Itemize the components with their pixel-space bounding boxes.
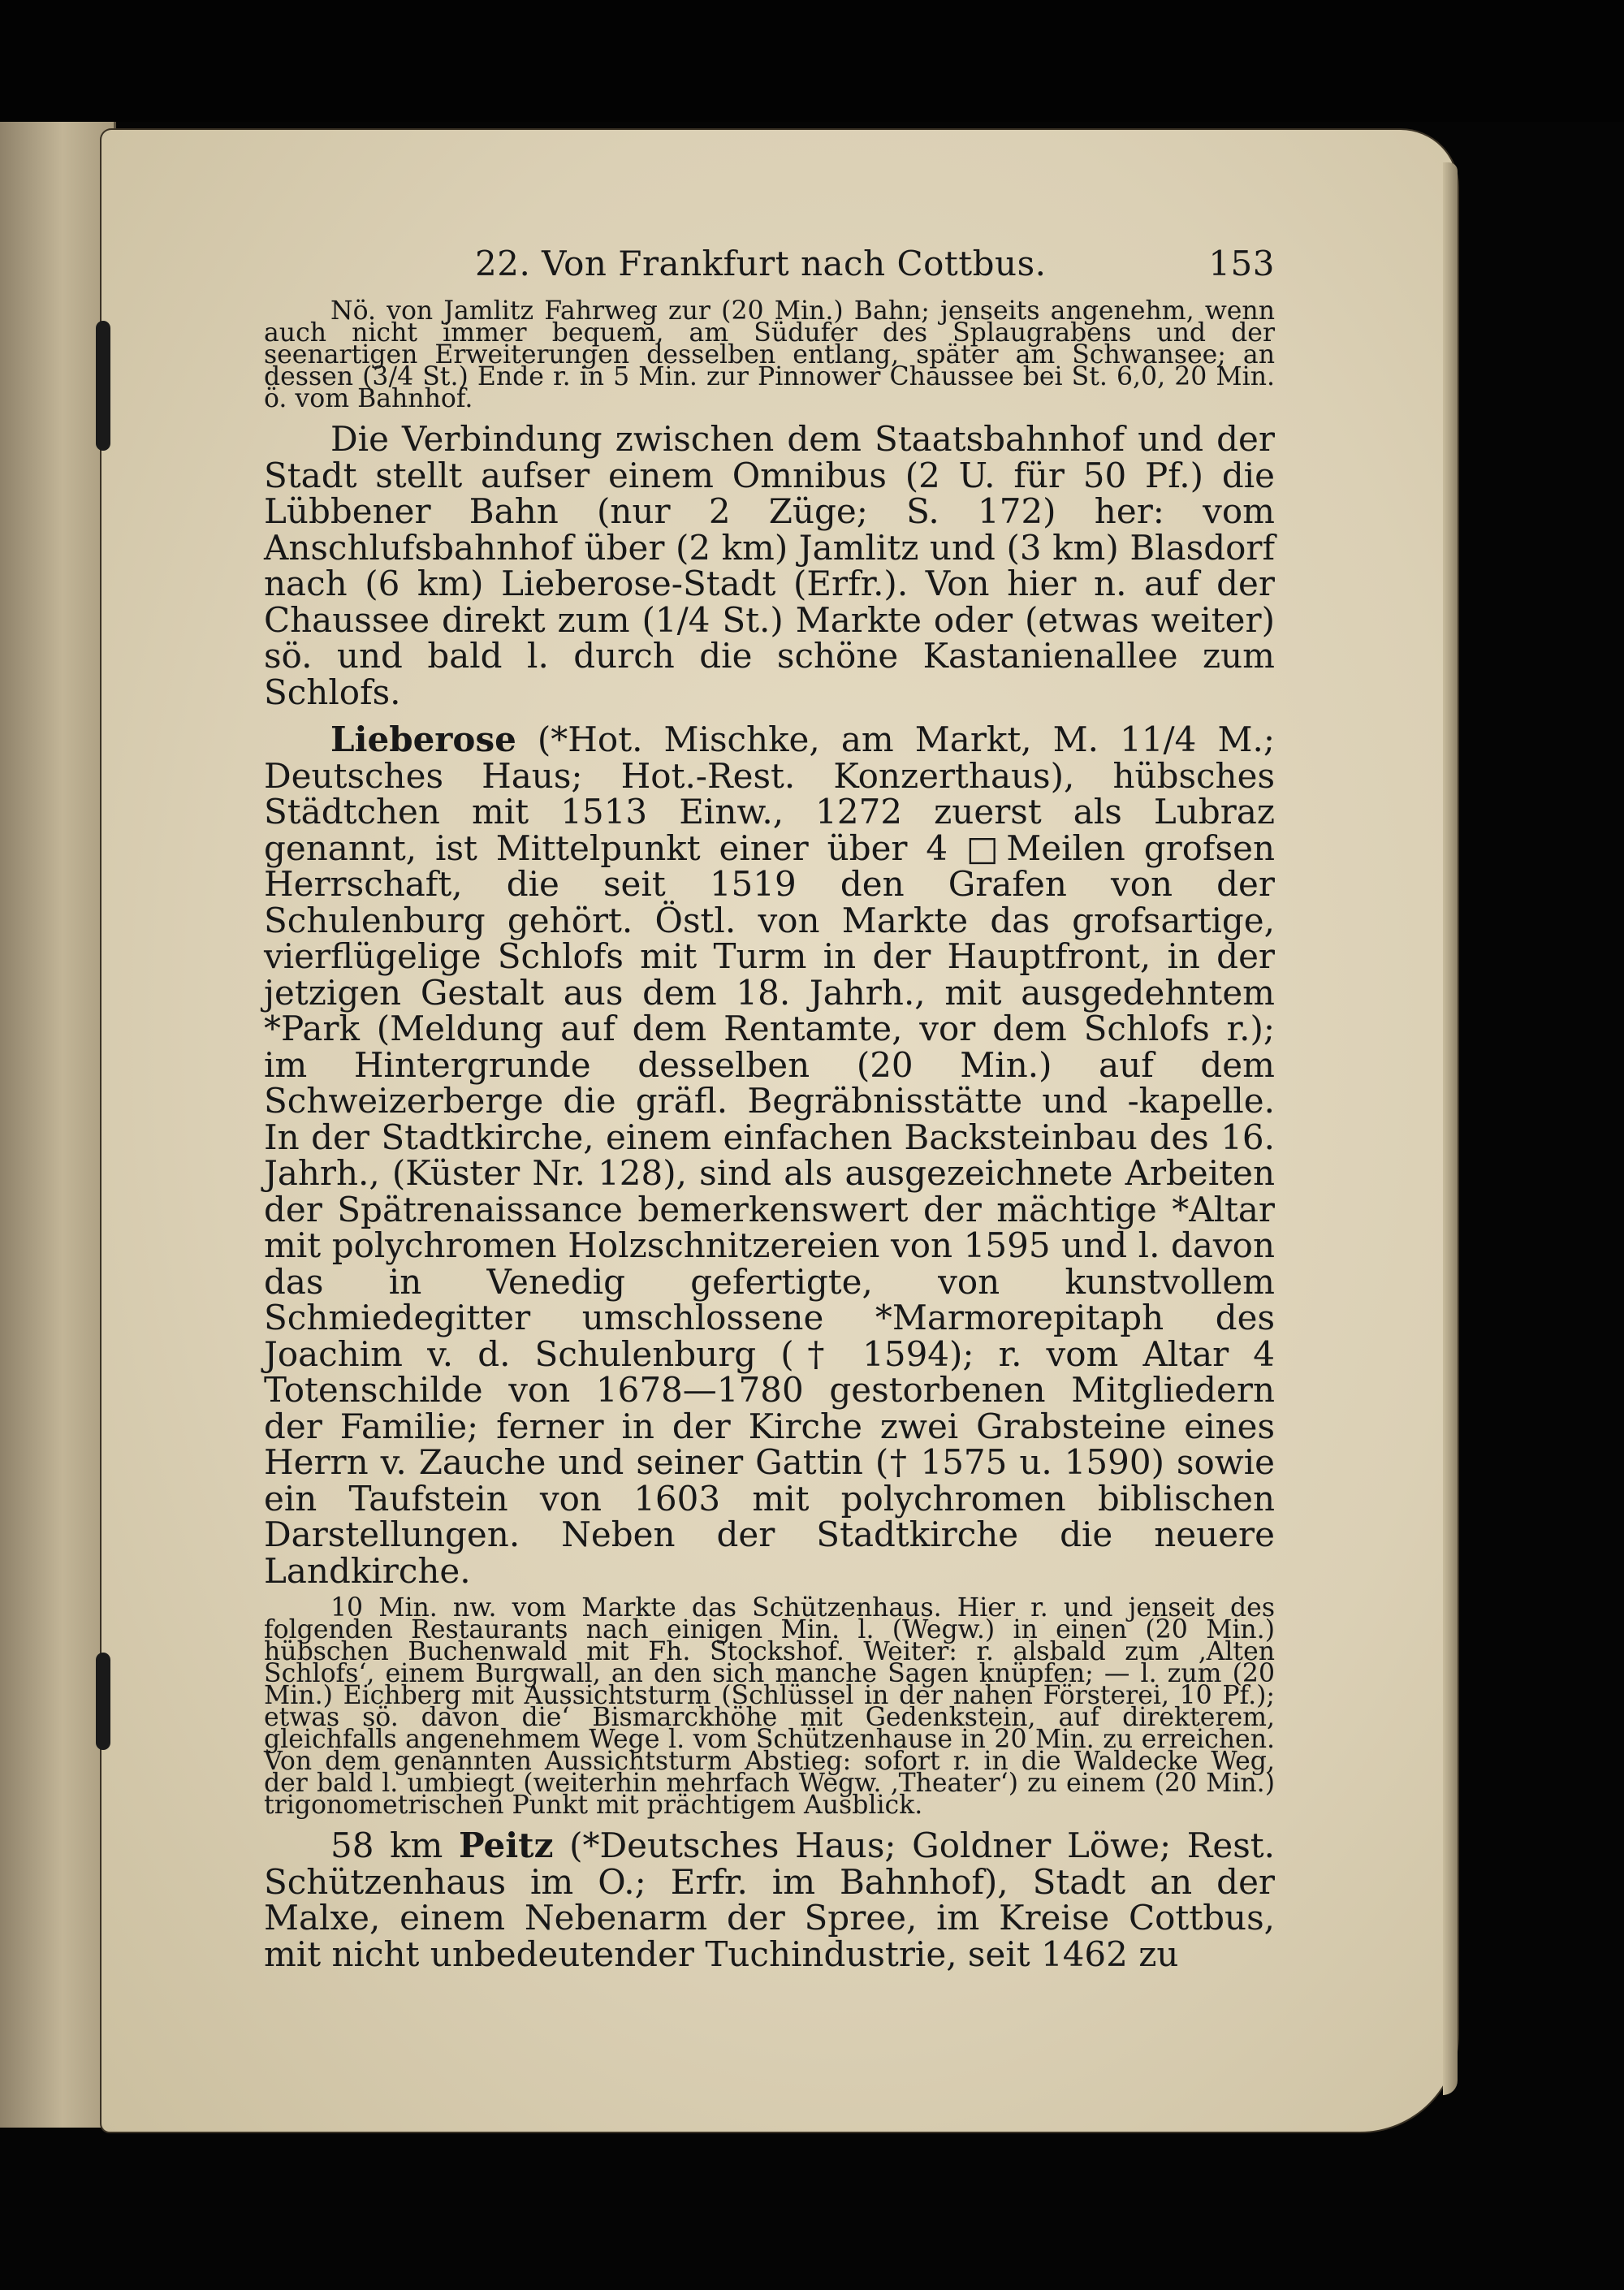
paragraph-large	[264, 719, 1275, 1591]
paragraph-body: (*Deutsches Haus; Goldner Löwe; Rest. Schützenhaus im O.; Erfr. im Bahnhof), Stadt an der Malxe, einem Nebenarm der Spree, im Kreise Cottbus, mit nicht unbedeutender Tuchindustrie, seit 1462 zu	[264, 1826, 1275, 1974]
paragraph-text	[264, 1828, 1275, 1972]
binding-hole	[96, 1653, 110, 1750]
binding-hole	[96, 321, 110, 451]
page-edge	[1443, 162, 1458, 2095]
distance: 58 km	[330, 1826, 443, 1865]
paragraph-text	[264, 719, 1275, 1591]
paragraph-small	[264, 1593, 1275, 1820]
paragraph-large	[264, 421, 1275, 711]
paragraph-text: Nö. von Jamlitz Fahrweg zur (20 Min.) Bahn; jenseits angenehm, wenn auch nicht immer bequem, am Südufer des Splaugrabens und der seenartigen Erweiterungen desselben entlang, später am Schwansee; an dessen (3/4 St.) Ende r. in 5 Min. zur Pinnower Chaussee bei St. 6,0, 20 Min. ö. vom Bahnhof.	[264, 296, 1275, 413]
paragraph-small	[264, 296, 1275, 413]
paragraph-body: (*Hot. Mischke, am Markt, M. 11/4 M.; Deutsches Haus; Hot.-Rest. Konzerthaus), hübsches Städtchen mit 1513 Einw., 1272 zuerst als Lubraz genannt, ist Mittelpunkt einer über 4 □Meilen grofsen Herrschaft, die seit 1519 den Grafen von der Schulenburg gehört. Östl. von Markte das grofsartige, vierflügelige Schlofs mit Turm in der Hauptfront, in der jetzigen Gestalt aus dem 18. Jahrh., mit ausgedehntem *Park (Meldung auf dem Rentamte, vor dem Schlofs r.); im Hintergrunde desselben (20 Min.) auf dem Schweizerberge die gräfl. Begräbnisstätte und -kapelle. In der Stadtkirche, einem einfachen Backsteinbau des 16. Jahrh., (Küster Nr. 128), sind als ausgezeichnete Arbeiten der Spätrenaissance bemerkenswert der mächtige *Altar mit polychromen Holzschnitzereien von 1595 und l. davon das in Venedig gefertigte, von kunstvollem Schmiedegitter umschlossene *Marmorepitaph des Joachim v. d. Schulenburg († 1594); r. vom Altar 4 Totenschilde von 1678—1780 gestorbenen Mitgliedern der Familie; ferner in der Kirche zwei Grabsteine eines Herrn v. Zauche und seiner Gattin († 1575 u. 1590) sowie ein Taufstein von 1603 mit polychromen biblischen Darstellungen. Neben der Stadtkirche die neuere Landkirche.	[264, 719, 1275, 1591]
place-name: Peitz	[459, 1826, 554, 1865]
page-number: 153	[1208, 244, 1275, 283]
paragraph-large	[264, 1828, 1275, 1972]
running-header	[264, 244, 1275, 292]
paragraph-text: Die Verbindung zwischen dem Staatsbahnhof und der Stadt stellt aufser einem Omnibus (2 U. für 50 Pf.) die Lübbener Bahn (nur 2 Züge; S. 172) her: vom Anschlufsbahnhof über (2 km) Jamlitz und (3 km) Blasdorf nach (6 km) Lieberose-Stadt (Erfr.). Von hier n. auf der Chaussee direkt zum (1/4 St.) Markte oder (etwas weiter) sö. und bald l. durch die schöne Kastanienallee zum Schlofs.	[264, 419, 1275, 712]
page-content	[264, 244, 1275, 1972]
place-name: Lieberose	[330, 719, 516, 759]
chapter-title: 22. Von Frankfurt nach Cottbus.	[475, 244, 1047, 283]
paragraph-text: 10 Min. nw. vom Markte das Schützenhaus. Hier r. und jenseit des folgenden Restaurants nach einigen Min. l. (Wegw.) in einen (20 Min.) hübschen Buchenwald mit Fh. Stockshof. Weiter: r. alsbald zum ‚Alten Schlofs‘, einem Burgwall, an den sich manche Sagen knüpfen; — l. zum (20 Min.) Eichberg mit Aussichtsturm (Schlüssel in der nahen Försterei, 10 Pf.); etwas sö. davon die‘ Bismarckhöhe mit Gedenkstein, auf direkterem, gleichfalls angenehmem Wege l. vom Schützenhause in 20 Min. zu erreichen. Von dem genannten Aussichtsturm Abstieg: sofort r. in die Waldecke Weg, der bald l. umbiegt (weiterhin mehrfach Wegw. ‚Theater‘) zu einem (20 Min.) trigonometrischen Punkt mit prächtigem Ausblick.	[264, 1593, 1275, 1820]
background-top	[0, 0, 1624, 122]
